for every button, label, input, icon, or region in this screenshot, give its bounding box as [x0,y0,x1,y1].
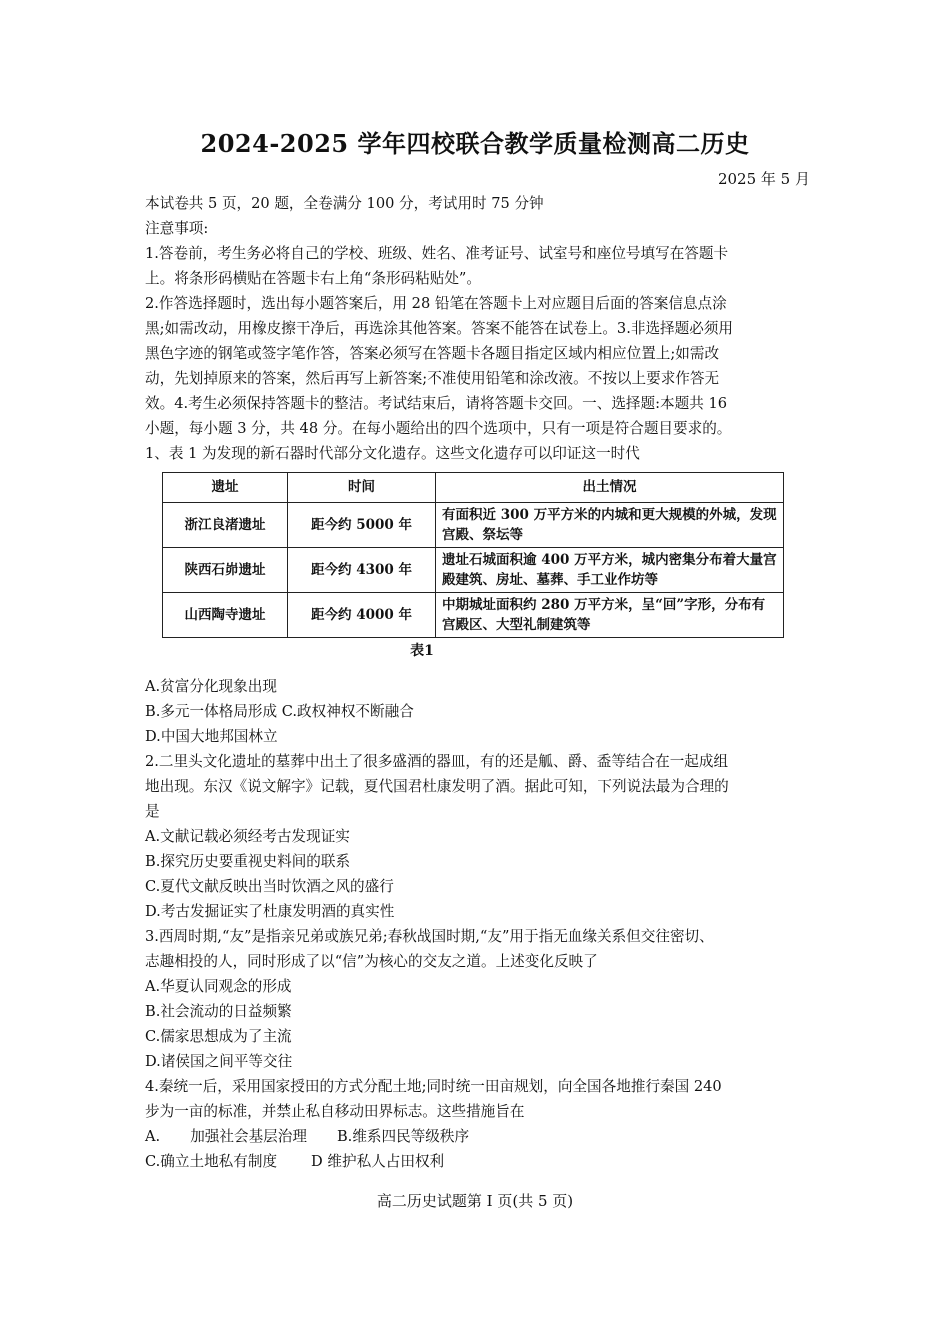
table-cell: 有面积近 300 万平方米的内城和更大规模的外城，发现宫殿、祭坛等 [436,503,784,548]
table-cell: 遗址石城面积逾 400 万平方米，城内密集分布着大量宫殿建筑、房址、墓葬、手工业作坊等 [436,548,784,593]
exam-date: 2025 年 5 月 [717,170,810,188]
notice-line: 动，先划掉原来的答案，然后再写上新答案;不准使用铅笔和涂改液。不按以上要求作答无 [145,370,720,387]
exam-summary: 本试卷共 5 页，20 题，全卷满分 100 分，考试用时 75 分钟 [145,195,544,212]
notice-line: 上。将条形码横贴在答题卡右上角“条形码粘贴处”。 [145,270,481,287]
exam-body [145,191,815,1174]
q4-option-a-text: 加强社会基层治理 [190,1128,307,1145]
table-cell: 陕西石峁遗址 [163,548,288,593]
table-row [163,548,784,593]
q4-options-row-2 [145,1149,815,1174]
q3-option: C.儒家思想成为了主流 [145,1028,292,1045]
table-cell: 距今约 4300 年 [288,548,436,593]
exam-title: 2024-2025 学年四校联合教学质量检测高二历史 [200,129,750,158]
q4-option-d: D 维护私人占田权利 [311,1153,445,1170]
q2-stem: 地出现。东汉《说文解字》记载，夏代国君杜康发明了酒。据此可知，下列说法最为合理的 [145,778,729,795]
table-cell: 距今约 4000 年 [288,593,436,638]
q4-options-row-1 [145,1124,815,1149]
table-row [163,593,784,638]
notice-line: 小题，每小题 3 分，共 48 分。在每小题给出的四个选项中，只有一项是符合题目要求的。 [145,420,732,437]
q3-option: B.社会流动的日益频繁 [145,1003,292,1020]
q3-option: D.诸侯国之间平等交往 [145,1053,293,1070]
q2-option: B.探究历史要重视史料间的联系 [145,853,351,870]
q4-option-a-letter: A. [145,1128,161,1145]
notice-line: 2.作答选择题时，选出每小题答案后，用 28 铅笔在答题卡上对应题目后面的答案信息点涂 [145,295,727,312]
table-cell: 中期城址面积约 280 万平方米，呈“回”字形，分布有宫殿区、大型礼制建筑等 [436,593,784,638]
q1-option: A.贫富分化现象出现 [145,678,277,695]
q3-stem: 志趣相投的人，同时形成了以“信”为核心的交友之道。上述变化反映了 [145,953,598,970]
table-cell: 浙江良渚遗址 [163,503,288,548]
table-header: 出土情况 [436,473,784,503]
table-cell: 距今约 5000 年 [288,503,436,548]
q1-table-figure [162,472,787,662]
notice-line: 黑;如需改动，用橡皮擦干净后，再选涂其他答案。答案不能答在试卷上。3.非选择题必须用 [145,320,734,337]
table-header: 时间 [288,473,436,503]
q1-stem: 1、表 1 为发现的新石器时代部分文化遗存。这些文化遗存可以印证这一时代 [145,445,640,462]
q3-option: A.华夏认同观念的形成 [145,978,292,995]
q4-stem: 4.秦统一后，采用国家授田的方式分配土地;同时统一田亩规划，向全国各地推行秦国 240 [145,1078,722,1095]
notice-line: 效。4.考生必须保持答题卡的整洁。考试结束后，请将答题卡交回。一、选择题:本题共 16 [145,395,728,412]
q4-option-c: C.确立土地私有制度 [145,1153,278,1170]
q2-stem: 是 [145,803,160,820]
q4-option-b: B.维系四民等级秩序 [336,1128,470,1145]
q1-option: D.中国大地邦国林立 [145,728,278,745]
notice-line: 黑色字迹的钢笔或签字笔作答，答案必须写在答题卡各题目指定区域内相应位置上;如需改 [145,345,720,362]
q4-stem: 步为一亩的标准，并禁止私自移动田界标志。这些措施旨在 [145,1103,525,1120]
table-caption: 表1 [410,643,434,659]
page-footer: 高二历史试题第 I 页(共 5 页) [376,1192,574,1210]
q2-option: C.夏代文献反映出当时饮酒之风的盛行 [145,878,394,895]
table-cell: 山西陶寺遗址 [163,593,288,638]
table-row [163,503,784,548]
table-header-row [163,473,784,503]
q2-option: A.文献记载必须经考古发现证实 [145,828,350,845]
q2-stem: 2.二里头文化遗址的墓葬中出土了很多盛酒的器皿，有的还是觚、爵、盉等结合在一起成组 [145,753,729,770]
notice-line: 1.答卷前，考生务必将自己的学校、班级、姓名、准考证号、试室号和座位号填写在答题卡 [145,245,729,262]
table-header: 遗址 [163,473,288,503]
q3-stem: 3.西周时期,“友”是指亲兄弟或族兄弟;春秋战国时期,“友”用于指无血缘关系但交往密切、 [145,928,714,945]
q1-option: B.多元一体格局形成 C.政权神权不断融合 [145,703,414,720]
q2-option: D.考古发掘证实了杜康发明酒的真实性 [145,903,395,920]
notice-heading: 注意事项: [145,220,209,237]
q1-table [162,472,784,638]
